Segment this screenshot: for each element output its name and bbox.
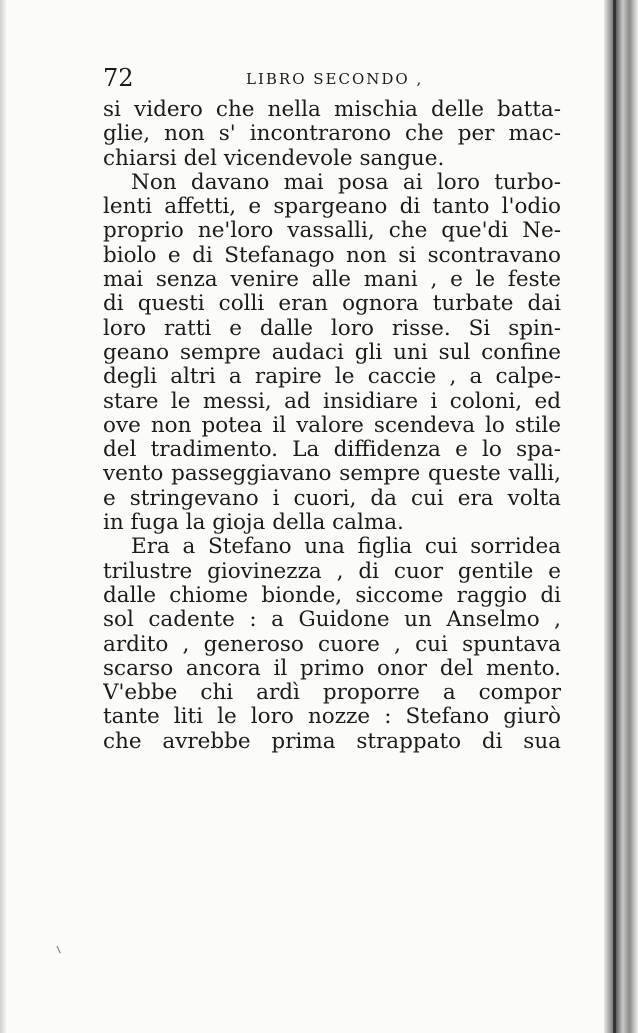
text-line: trilustre giovinezza , di cuor gentile e	[103, 559, 561, 584]
text-line: biolo e di Stefanago non si scontravano	[103, 243, 561, 268]
page-gutter-line	[613, 0, 616, 1033]
text-line: geano sempre audaci gli uni sul confine	[103, 340, 561, 365]
running-head: LIBRO SECONDO ,	[246, 70, 424, 88]
text-line: del tradimento. La diffidenza e lo spa-	[103, 438, 561, 463]
body-text	[103, 98, 561, 754]
text-line: di questi colli eran ognora turbate dai	[103, 292, 561, 317]
text-line: mai senza venire alle mani , e le feste	[103, 268, 561, 293]
text-line: in fuga la gioja della calma.	[103, 511, 404, 536]
text-line: sol cadente : a Guidone un Anselmo ,	[103, 608, 561, 633]
text-line: tante liti le loro nozze : Stefano giurò	[103, 705, 561, 730]
book-spine-shadow	[604, 0, 638, 1033]
page-number: 72	[103, 64, 134, 92]
text-line: degli altri a rapire le caccie , a calpe-	[103, 365, 561, 390]
text-line: V'ebbe chi ardì proporre a compor	[103, 681, 561, 706]
text-line: ove non potea il valore scendeva lo stile	[103, 413, 561, 438]
text-line: scarso ancora il primo onor del mento.	[103, 656, 561, 681]
text-line: proprio ne'loro vassalli, che que'di Ne-	[103, 219, 561, 244]
text-line: vento passeggiavano sempre queste valli,	[103, 462, 561, 487]
text-line: e stringevano i cuori, da cui era volta	[103, 486, 561, 511]
text-line: stare le messi, ad insidiare i coloni, ed	[103, 389, 561, 414]
text-line: si videro che nella mischia delle batta-	[103, 98, 561, 122]
text-line: che avrebbe prima strappato di sua	[103, 729, 561, 754]
paragraph-start-line: Non davano mai posa ai loro turbo-	[131, 170, 561, 195]
text-line: ardito , generoso cuore , cui spuntava	[103, 632, 561, 657]
text-line: loro ratti e dalle loro risse. Si spin-	[103, 316, 561, 341]
text-line: lenti affetti, e spargeano di tanto l'odio	[103, 195, 561, 220]
text-line: glie, non s' incontrarono che per mac-	[103, 122, 561, 147]
page-header	[103, 63, 563, 93]
paper-speck	[56, 945, 63, 954]
text-line: dalle chiome bionde, siccome raggio di	[103, 583, 561, 608]
text-line: chiarsi del vicendevole sangue.	[103, 146, 445, 171]
paragraph-start-line: Era a Stefano una figlia cui sorridea	[131, 535, 561, 560]
page-left-edge	[0, 0, 6, 1033]
